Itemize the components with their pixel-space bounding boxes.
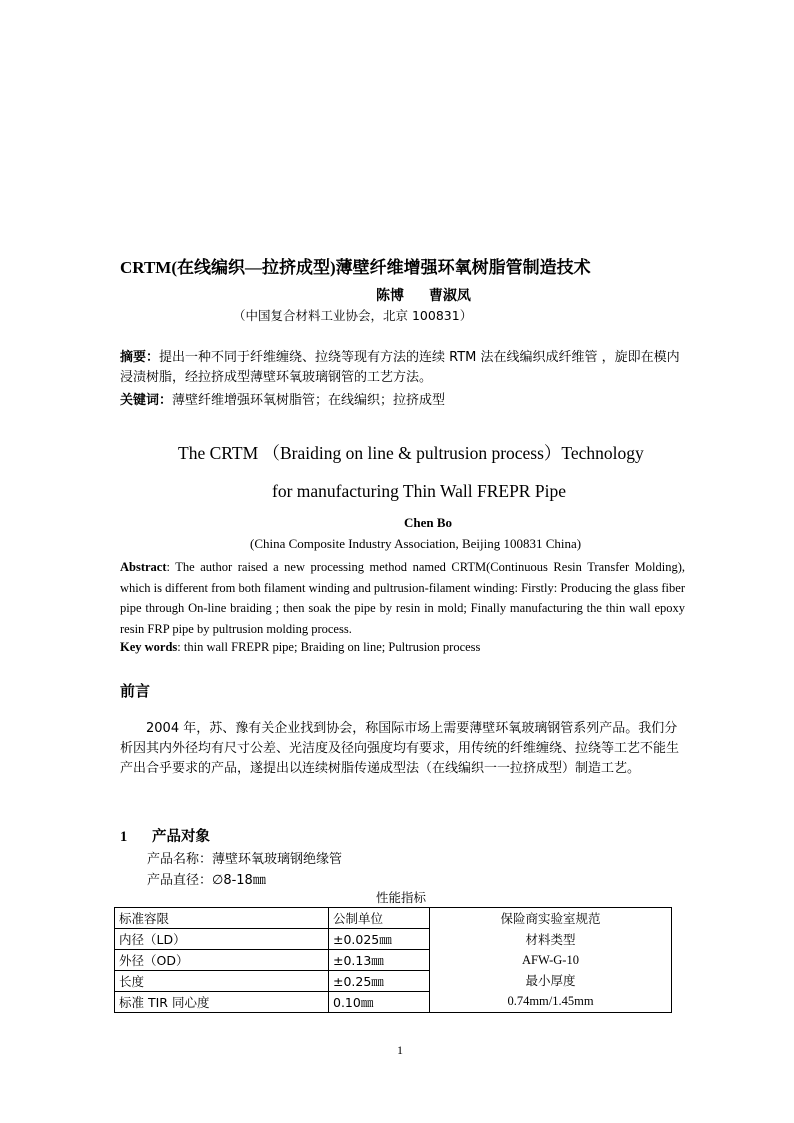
table-cell: 0.10㎜ xyxy=(329,992,430,1013)
product-diameter: 产品直径：∅8-18㎜ xyxy=(147,873,266,888)
performance-table xyxy=(114,907,672,1013)
abstract-en-text: : The author raised a new processing method named CRTM(Continuous Resin Transfer Molding), which is different from both filament winding and pultrusion-filament winding: Firstly: Producing the glass fiber pipe through On-line braiding ; then soak the pipe by resin in mold; Finally manufacturing the thin wall epoxy resin FRP pipe by pultrusion molding process. xyxy=(120,560,685,636)
abstract-cn xyxy=(120,348,685,388)
table-row xyxy=(115,908,672,929)
authors-cn: 陈博 曹淑凤 xyxy=(376,288,471,304)
page-number: 1 xyxy=(397,1043,403,1057)
spec-line: 材料类型 xyxy=(525,931,576,947)
keywords-en-label: Key words xyxy=(120,640,178,654)
abstract-en xyxy=(120,557,685,639)
section-1-heading xyxy=(120,825,210,846)
section-1-title: 产品对象 xyxy=(152,829,210,845)
table-cell: 外径（OD） xyxy=(115,950,329,971)
product-name: 产品名称：薄壁环氧玻璃钢绝缘管 xyxy=(147,852,343,867)
document-title-cn: CRTM(在线编织—拉挤成型)薄壁纤维增强环氧树脂管制造技术 xyxy=(120,258,591,277)
abstract-cn-text: 提出一种不同于纤维缠绕、拉绕等现有方法的连续 RTM 法在线编织成纤维管 ，旋即在模内浸渍树脂，经拉挤成型薄壁环氧玻璃钢管的工艺方法。 xyxy=(120,350,680,385)
keywords-cn-text: 薄壁纤维增强环氧树脂管；在线编织；拉挤成型 xyxy=(172,393,446,408)
table-cell: 公制单位 xyxy=(329,908,430,929)
table-cell: ±0.025㎜ xyxy=(329,929,430,950)
spec-line: 保险商实验室规范 xyxy=(500,911,601,926)
affiliation-cn: （中国复合材料工业协会，北京 100831） xyxy=(233,308,473,323)
table-cell: 长度 xyxy=(115,971,329,992)
table-spec-cell xyxy=(430,908,672,1013)
affiliation-en: (China Composite Industry Association, Beijing 100831 China) xyxy=(250,536,582,551)
abstract-en-label: Abstract xyxy=(120,560,167,574)
keywords-cn xyxy=(120,389,445,408)
table-cell: 标准容限 xyxy=(115,908,329,929)
keywords-en-text: : thin wall FREPR pipe; Braiding on line; Pultrusion process xyxy=(177,640,481,654)
author-en: Chen Bo xyxy=(404,515,453,530)
spec-line: AFW-G-10 xyxy=(522,953,579,967)
table-cell: 标准 TIR 同心度 xyxy=(115,992,329,1013)
keywords-en xyxy=(120,640,480,655)
table-caption: 性能指标 xyxy=(376,890,427,905)
preface-paragraph: 2004 年，苏、豫有关企业找到协会，称国际市场上需要薄壁环氧玻璃钢管系列产品。我们分析因其内外径均有尺寸公差、光洁度及径向强度均有要求，用传统的纤维缠绕、拉绕等工艺不能生产出合乎要求的产品，遂提出以连续树脂传递成型法（在线编织一一拉挤成型）制造工艺。 xyxy=(120,721,680,776)
preface-heading: 前言 xyxy=(120,682,151,700)
keywords-cn-label: 关键词： xyxy=(120,393,173,408)
table-cell: 内径（LD） xyxy=(115,929,329,950)
table-cell: ±0.25㎜ xyxy=(329,971,430,992)
table-cell: ±0.13㎜ xyxy=(329,950,430,971)
spec-line: 最小厚度 xyxy=(525,972,576,988)
document-title-en-line1: The CRTM （Braiding on line & pultrusion process）Technology xyxy=(178,443,644,463)
spec-line: 0.74mm/1.45mm xyxy=(507,994,594,1008)
abstract-cn-label: 摘要： xyxy=(120,350,160,365)
document-title-en-line2: for manufacturing Thin Wall FREPR Pipe xyxy=(272,481,566,501)
section-1-number: 1 xyxy=(120,829,128,845)
